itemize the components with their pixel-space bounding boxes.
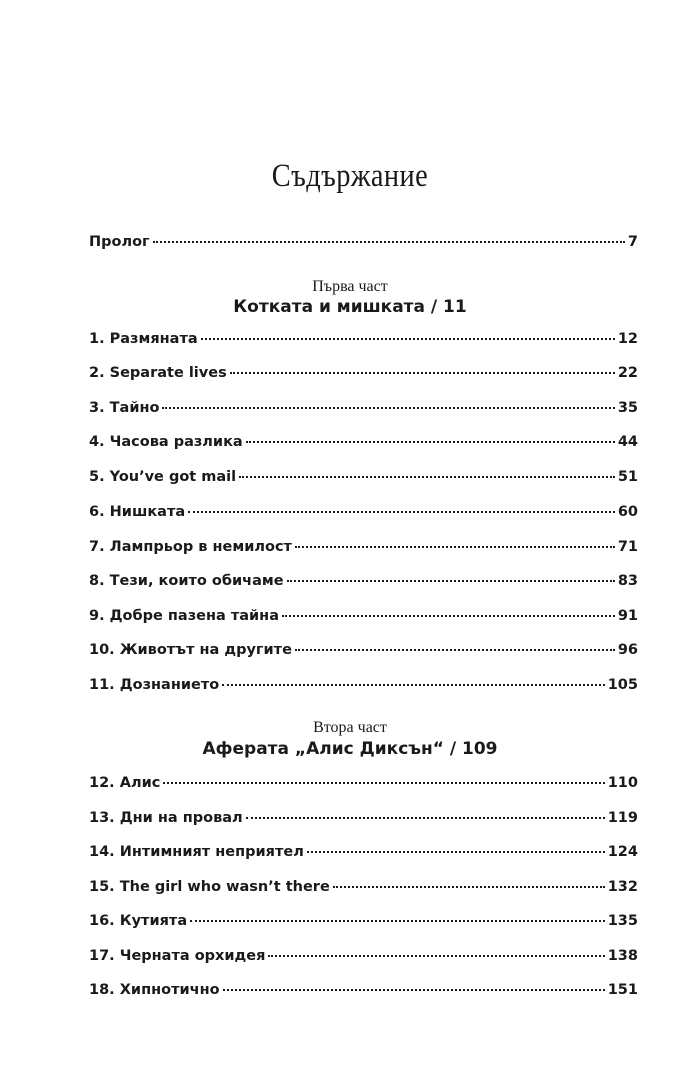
toc-entry-label: 2. Separate lives	[89, 365, 227, 381]
toc-entry-chapter-17[interactable]	[89, 948, 638, 972]
toc-entry-page: 7	[627, 234, 638, 250]
toc-entry-chapter-4[interactable]	[89, 434, 638, 458]
toc-entry-page: 132	[607, 879, 638, 895]
toc-entry-chapter-8[interactable]	[89, 573, 638, 597]
toc-entry-label: 18. Хипнотично	[89, 982, 220, 998]
toc-entry-label: 1. Размяната	[89, 331, 198, 347]
toc-entry-page: 83	[617, 573, 638, 589]
toc-entry-page: 12	[617, 331, 638, 347]
toc-entry-chapter-14[interactable]	[89, 844, 638, 868]
dot-leader	[333, 886, 605, 888]
toc-entry-page: 51	[617, 469, 638, 485]
dot-leader	[246, 817, 605, 819]
toc-entry-chapter-7[interactable]	[89, 539, 638, 563]
toc-entry-label: 6. Нишката	[89, 504, 186, 520]
part-1-title: Котката и мишката / 11	[233, 297, 467, 317]
part-2-title: Аферата „Алис Диксън“ / 109	[202, 739, 498, 759]
dot-leader	[222, 684, 605, 686]
toc-entry-label: 4. Часова разлика	[89, 434, 243, 450]
toc-entry-page: 135	[607, 913, 638, 929]
toc-entry-chapter-18[interactable]	[89, 982, 638, 1006]
dot-leader	[201, 338, 615, 340]
toc-entry-prologue[interactable]	[89, 234, 638, 258]
toc-entry-label: 13. Дни на провал	[89, 810, 243, 826]
toc-entry-chapter-5[interactable]	[89, 469, 638, 493]
part-2-label: Втора част	[313, 719, 387, 736]
toc-entry-chapter-11[interactable]	[89, 677, 638, 701]
toc-entry-page: 35	[617, 400, 638, 416]
toc-entry-label: 16. Кутията	[89, 913, 188, 929]
toc-entry-chapter-16[interactable]	[89, 913, 638, 937]
toc-entry-label: 10. Животът на другите	[89, 642, 292, 658]
dot-leader	[287, 580, 615, 582]
part-1-label: Първа част	[312, 278, 388, 295]
dot-leader	[188, 511, 615, 513]
toc-entry-page: 60	[617, 504, 638, 520]
dot-leader	[162, 407, 614, 409]
dot-leader	[268, 955, 604, 957]
toc-entry-label: 8. Тези, които обичаме	[89, 573, 284, 589]
toc-entry-page: 91	[617, 608, 638, 624]
toc-entry-page: 44	[617, 434, 638, 450]
toc-entry-page: 71	[617, 539, 638, 555]
toc-entry-chapter-3[interactable]	[89, 400, 638, 424]
dot-leader	[190, 920, 605, 922]
toc-entry-chapter-6[interactable]	[89, 504, 638, 528]
toc-entry-chapter-1[interactable]	[89, 331, 638, 355]
dot-leader	[163, 782, 604, 784]
toc-entry-label: 14. Интимният неприятел	[89, 844, 304, 860]
toc-entry-page: 124	[607, 844, 638, 860]
toc-entry-chapter-12[interactable]	[89, 775, 638, 799]
toc-entry-label: 7. Лампрьор в немилост	[89, 539, 292, 555]
dot-leader	[239, 476, 615, 478]
toc-entry-chapter-13[interactable]	[89, 810, 638, 834]
toc-entry-page: 22	[617, 365, 638, 381]
dot-leader	[307, 851, 605, 853]
dot-leader	[246, 441, 615, 443]
toc-entry-chapter-10[interactable]	[89, 642, 638, 666]
toc-entry-chapter-15[interactable]	[89, 879, 638, 903]
dot-leader	[282, 615, 615, 617]
toc-entry-label: 12. Алис	[89, 775, 161, 791]
dot-leader	[223, 989, 605, 991]
toc-entry-page: 138	[607, 948, 638, 964]
dot-leader	[153, 241, 625, 243]
toc-entry-page: 151	[607, 982, 638, 998]
toc-entry-label: 15. The girl who wasn’t there	[89, 879, 330, 895]
toc-entry-label: Пролог	[89, 234, 150, 250]
toc-entry-label: 9. Добре пазена тайна	[89, 608, 279, 624]
toc-entry-label: 5. You’ve got mail	[89, 469, 237, 485]
dot-leader	[295, 546, 615, 548]
toc-entry-chapter-9[interactable]	[89, 608, 638, 632]
toc-entry-page: 105	[607, 677, 638, 693]
toc-entry-label: 11. Дознанието	[89, 677, 220, 693]
dot-leader	[295, 649, 615, 651]
page-title: Съдържание	[271, 158, 429, 194]
toc-entry-label: 3. Тайно	[89, 400, 160, 416]
toc-entry-page: 96	[617, 642, 638, 658]
toc-entry-page: 110	[607, 775, 638, 791]
toc-entry-page: 119	[607, 810, 638, 826]
dot-leader	[230, 372, 615, 374]
toc-entry-chapter-2[interactable]	[89, 365, 638, 389]
toc-entry-label: 17. Черната орхидея	[89, 948, 266, 964]
